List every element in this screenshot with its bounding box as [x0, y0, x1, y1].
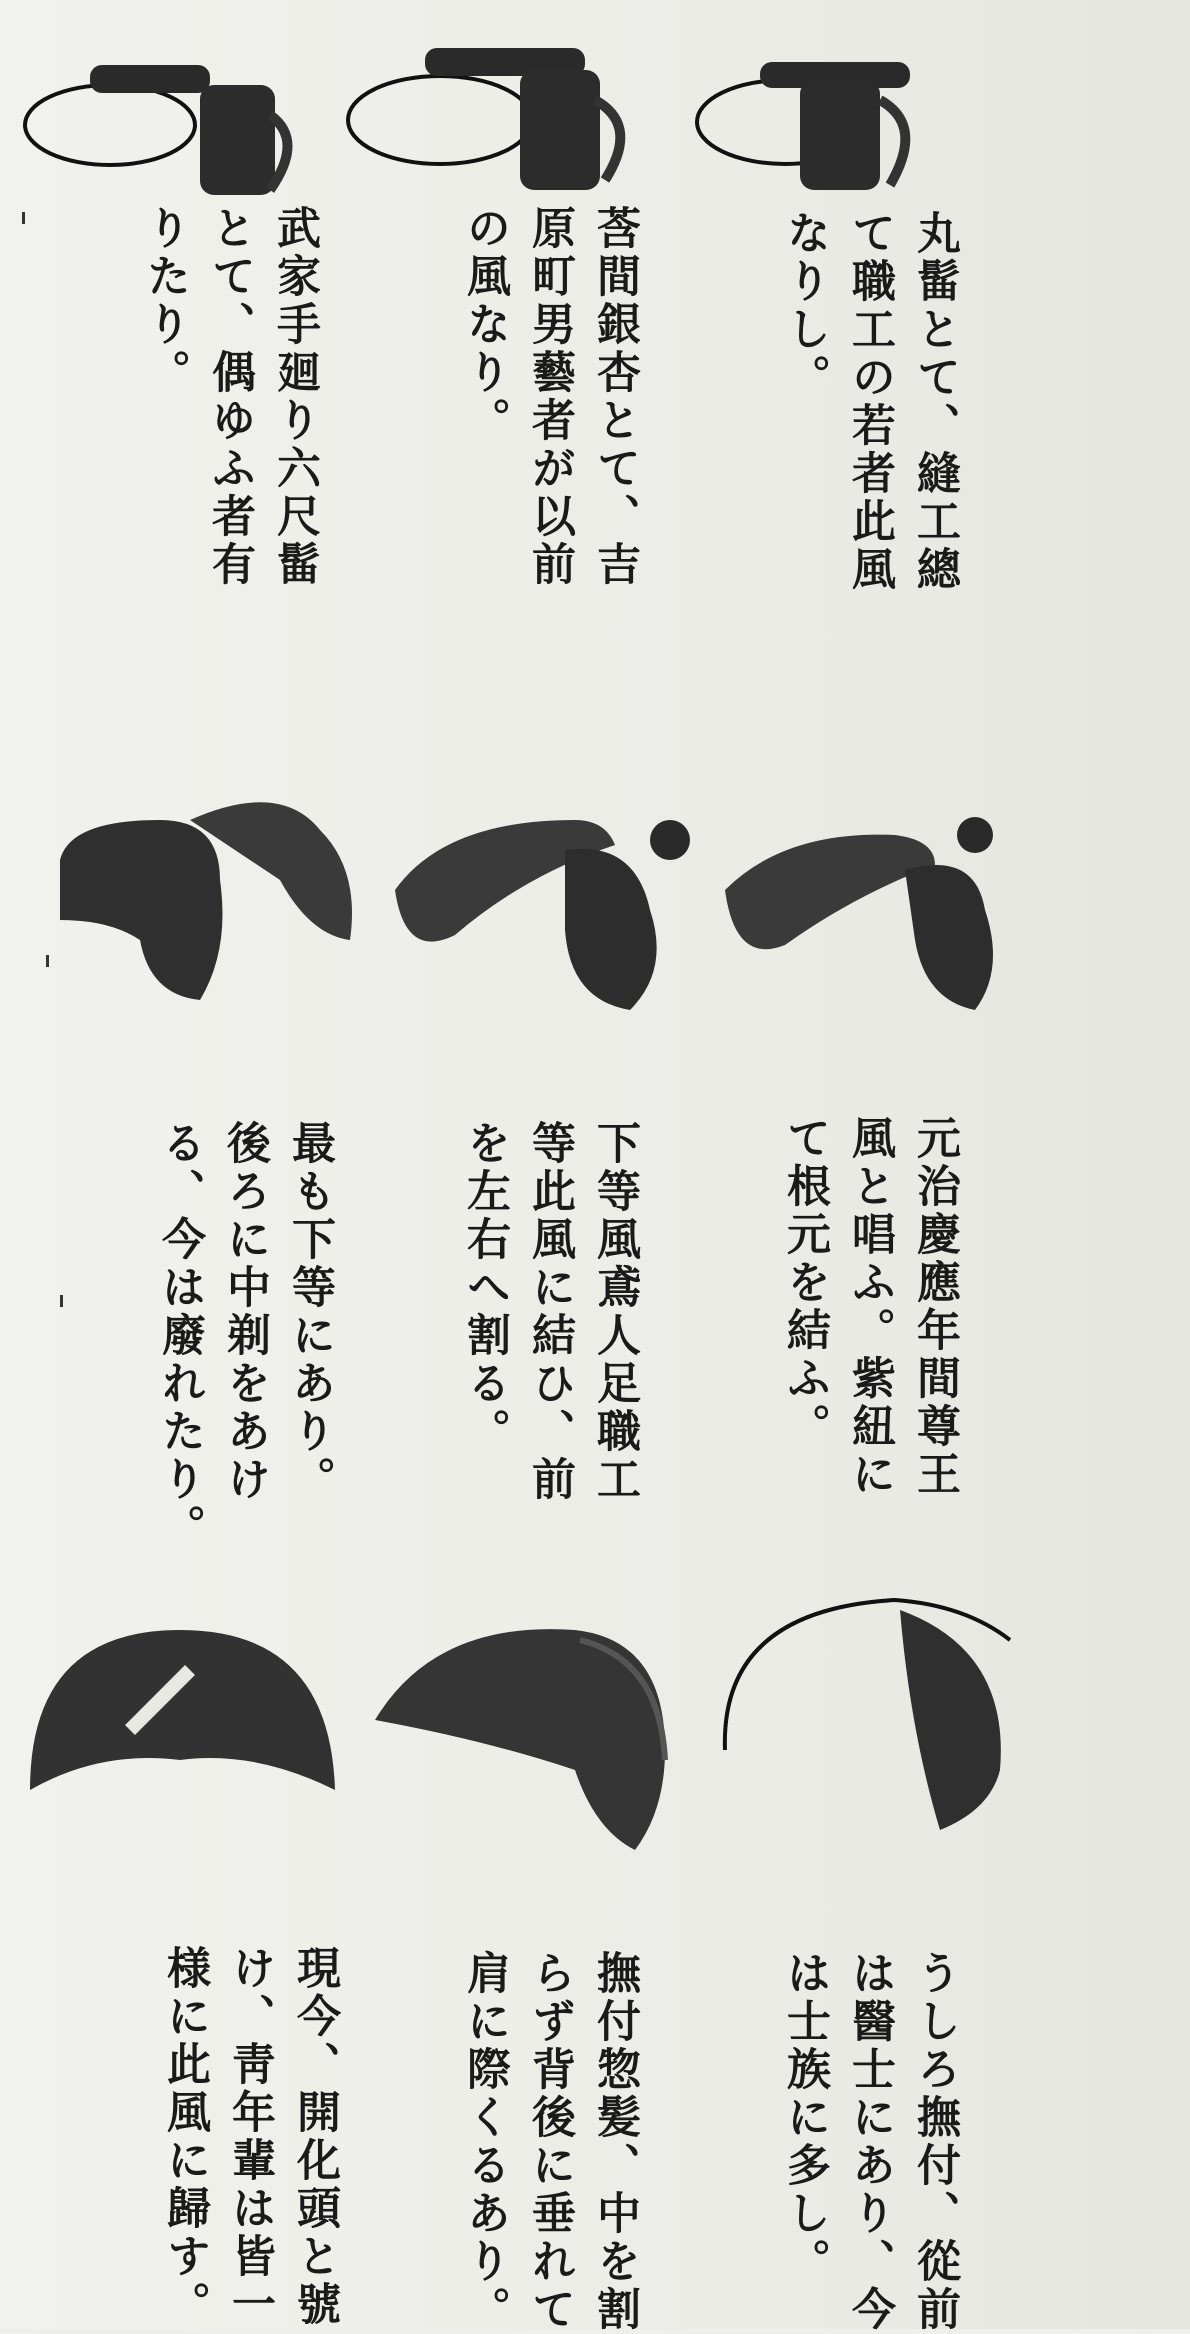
caption-r3c3-line2: け、靑年輩は皆一: [224, 1945, 275, 2329]
hair-figure-3: [20, 1620, 340, 1830]
topknot-figure-1: [715, 800, 1035, 1030]
caption-r2c2-line3: を左右へ割る。: [459, 1120, 510, 1456]
caption-r1c2-line3: の風なり。: [459, 205, 510, 445]
scan-mark: [46, 955, 49, 967]
caption-r3c1-line2: は醫士にあり、今: [844, 1950, 895, 2334]
chonmage-figure-2: [340, 30, 660, 200]
scan-mark: [22, 212, 25, 224]
caption-r1c3-line2: とて、偶ゆふ者有: [204, 205, 255, 589]
chonmage-figure-3: [15, 45, 315, 205]
caption-r3c2-line3: 肩に際くるあり。: [459, 1950, 510, 2334]
caption-r3c3-line1: 現今、開化頭と號: [289, 1945, 340, 2329]
caption-r1c3-line1: 武家手廻り六尺髷: [269, 205, 320, 589]
hair-figure-1: [700, 1590, 1030, 1850]
caption-r1c2-line2: 原町男藝者が以前: [524, 205, 575, 589]
caption-r2c3-line2: 後ろに中剃をあけ: [219, 1120, 270, 1504]
caption-r2c1-line1: 元治慶應年間尊王: [909, 1115, 960, 1499]
caption-r1c3-line3: りたり。: [139, 205, 190, 397]
caption-r2c3-line1: 最も下等にあり。: [284, 1120, 335, 1504]
caption-r1c1-line2: て職工の若者此風: [844, 210, 895, 594]
caption-r1c1-line1: 丸髷とて、縫工總: [909, 210, 960, 594]
topknot-figure-2: [385, 780, 715, 1030]
caption-r2c3-line3: る、今は廢れたり。: [154, 1120, 205, 1552]
caption-r3c1-line3: は士族に多し。: [779, 1950, 830, 2286]
chonmage-figure-1: [690, 40, 990, 200]
caption-r3c3-line3: 様に此風に歸す。: [159, 1945, 210, 2329]
caption-r3c2-line2: らず背後に垂れて: [524, 1950, 575, 2334]
caption-r2c1-line2: 風と唱ふ。紫紐に: [844, 1115, 895, 1499]
caption-r2c1-line3: て根元を結ふ。: [779, 1115, 830, 1451]
caption-r1c2-line1: 莟間銀杏とて、吉: [589, 205, 640, 589]
scan-mark: [60, 1295, 63, 1307]
caption-r3c2-line1: 撫付惣髪、中を割: [589, 1950, 640, 2334]
caption-r3c1-line1: うしろ撫付、從前: [909, 1950, 960, 2334]
caption-r2c2-line1: 下等風鳶人足職工: [589, 1120, 640, 1504]
caption-r2c2-line2: 等此風に結ひ、前: [524, 1120, 575, 1504]
caption-r1c1-line3: なりし。: [779, 210, 830, 402]
topknot-figure-3: [40, 780, 370, 1020]
hair-figure-2: [365, 1610, 685, 1850]
